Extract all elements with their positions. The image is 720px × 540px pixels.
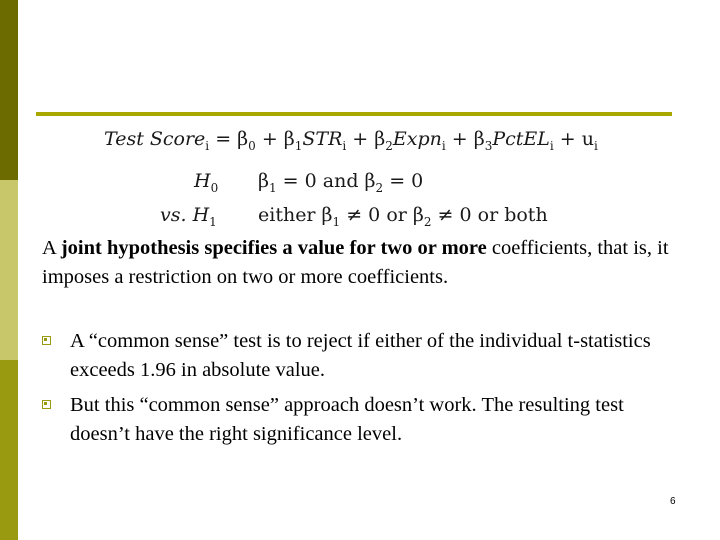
eq-part: + β xyxy=(255,128,295,150)
null-hypothesis-label xyxy=(194,170,218,195)
eq-sub: i xyxy=(441,138,446,153)
main-paragraph xyxy=(42,234,672,291)
eq-sub: 1 xyxy=(294,138,303,153)
bullet-item xyxy=(42,327,672,384)
equation-lhs-sub: i xyxy=(205,138,210,153)
null-hypothesis: $\beta_1 = 0$ and $\beta_2 = 0$ xyxy=(258,170,424,195)
regression-equation xyxy=(104,128,598,153)
h1-sub-b: 2 xyxy=(423,214,432,229)
square-bullet-icon xyxy=(42,336,51,345)
bullet-text: A “common sense” test is to reject if either of the individual t-statistics exceeds 1.96 in absolute value. xyxy=(70,330,651,381)
eq-part: + u xyxy=(553,128,594,150)
h0-end: = 0 xyxy=(383,170,424,192)
equation-lhs: Test Score xyxy=(104,128,206,150)
h1-text: either β xyxy=(258,204,333,226)
h1-sub-a: 1 xyxy=(332,214,341,229)
eq-sub: 2 xyxy=(385,138,393,153)
h0-label: H xyxy=(194,170,211,192)
eq-part: = β xyxy=(215,128,249,150)
h1-prefix: vs. H xyxy=(160,204,210,226)
paragraph-lead: A xyxy=(42,237,61,259)
paragraph-bold: joint hypothesis specifies a value for two or more xyxy=(60,237,487,259)
h0-mid: = 0 and β xyxy=(276,170,376,192)
h1-mid: ≠ 0 or β xyxy=(340,204,424,226)
h1-sub: 1 xyxy=(209,214,217,229)
eq-var: PctEL xyxy=(492,128,550,150)
paragraph-rest: coefficients, that is, it imposes a restriction on two or more coefficients. xyxy=(42,237,669,288)
eq-sub: 0 xyxy=(248,138,256,153)
alt-hypothesis xyxy=(258,204,548,229)
alt-hypothesis-label xyxy=(160,204,217,229)
bullet-item xyxy=(42,391,672,448)
eq-sub: i xyxy=(342,138,347,153)
eq-sub: 3 xyxy=(484,138,493,153)
eq-var: Expn xyxy=(392,128,442,150)
h0-beta: β xyxy=(258,170,269,192)
eq-var: STR xyxy=(302,128,343,150)
h0-sub: 0 xyxy=(210,180,219,195)
eq-part: + β xyxy=(346,128,386,150)
eq-sub: i xyxy=(593,138,598,153)
h1-end: ≠ 0 or both xyxy=(431,204,548,226)
bullet-text: But this “common sense” approach doesn’t work. The resulting test doesn’t have the right significance level. xyxy=(70,394,624,445)
equation-block xyxy=(0,0,720,240)
eq-sub: i xyxy=(549,138,554,153)
square-bullet-icon xyxy=(42,400,51,409)
page-number: 6 xyxy=(670,496,676,507)
sidebar-band-bottom xyxy=(0,360,18,540)
h0-sub2: 2 xyxy=(375,180,384,195)
eq-part: + β xyxy=(445,128,485,150)
